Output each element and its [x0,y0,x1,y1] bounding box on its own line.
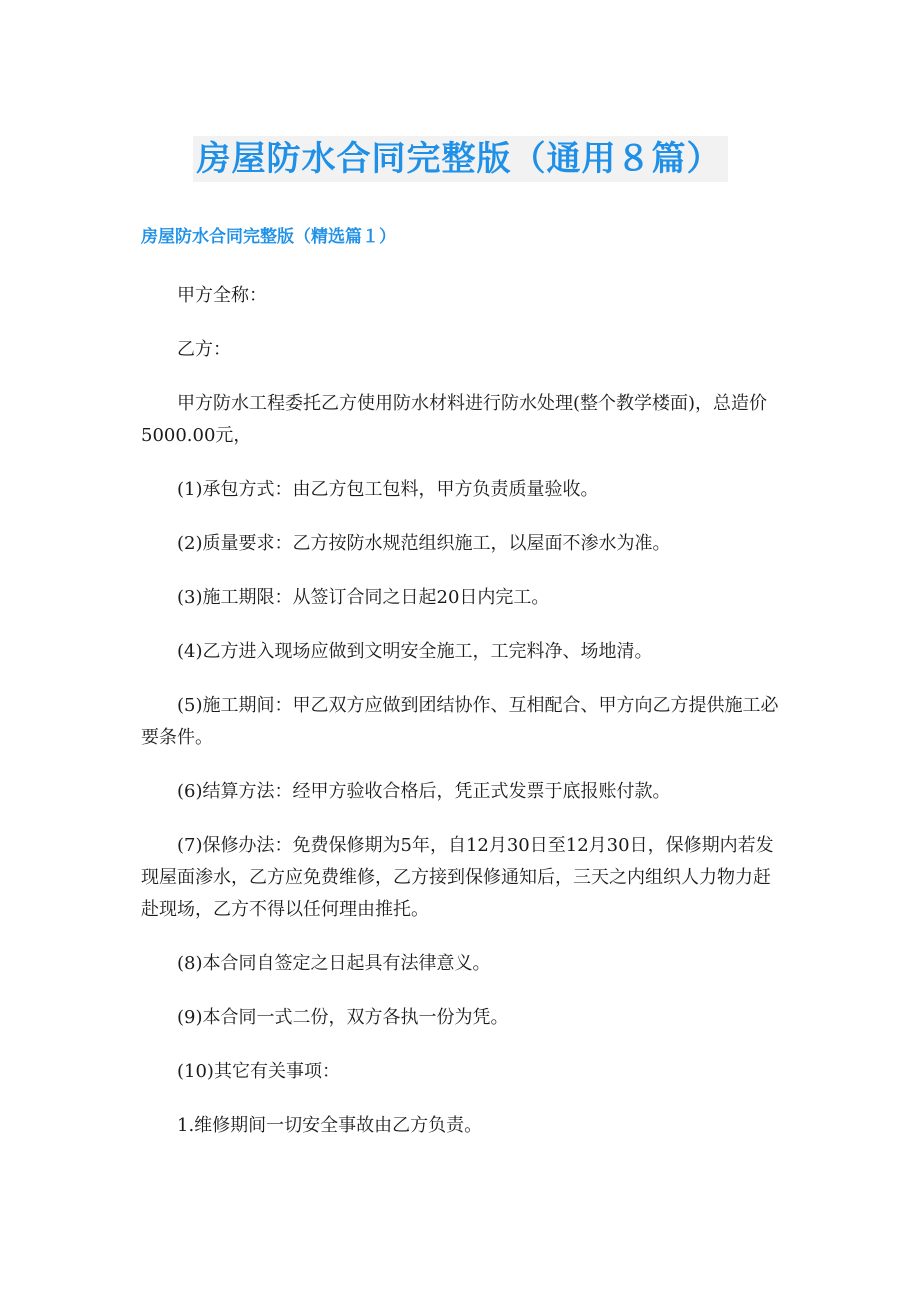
clause-7: (7)保修办法：免费保修期为5年，自12月30日至12月30日，保修期内若发现屋面渗水，乙方应免费维修，乙方接到保修通知后，三天之内组织人力物力赶赴现场，乙方不得以任何理由推托。 [141,835,774,920]
clause-1: (1)承包方式：由乙方包工包料，甲方负责质量验收。 [177,479,599,500]
clause-10: (10)其它有关事项： [177,1061,340,1082]
paragraph-commission: 甲方防水工程委托乙方使用防水材料进行防水处理(整个教学楼面)，总造价5000.00元， [141,393,768,446]
paragraph-party-a: 甲方全称： [177,285,267,306]
clause-8: (8)本合同自签定之日起具有法律意义。 [177,953,491,974]
title-container [0,136,920,182]
clause-5: (5)施工期间：甲乙双方应做到团结协作、互相配合、甲方向乙方提供施工必要条件。 [141,695,779,748]
clause-6: (6)结算方法：经甲方验收合格后，凭正式发票于底报账付款。 [177,781,671,802]
document-title: 房屋防水合同完整版（通用８篇） [193,136,728,182]
clause-9: (9)本合同一式二份，双方各执一份为凭。 [177,1007,509,1028]
clause-2: (2)质量要求：乙方按防水规范组织施工，以屋面不渗水为准。 [177,533,671,554]
section-heading: 房屋防水合同完整版（精选篇１） [141,227,396,247]
sub-item-1: 1.维修期间一切安全事故由乙方负责。 [177,1115,483,1136]
contract-body [141,280,783,1164]
clause-4: (4)乙方进入现场应做到文明安全施工，工完料净、场地清。 [177,641,653,662]
clause-3: (3)施工期限：从签订合同之日起20日内完工。 [177,587,550,608]
paragraph-party-b: 乙方： [177,339,231,360]
